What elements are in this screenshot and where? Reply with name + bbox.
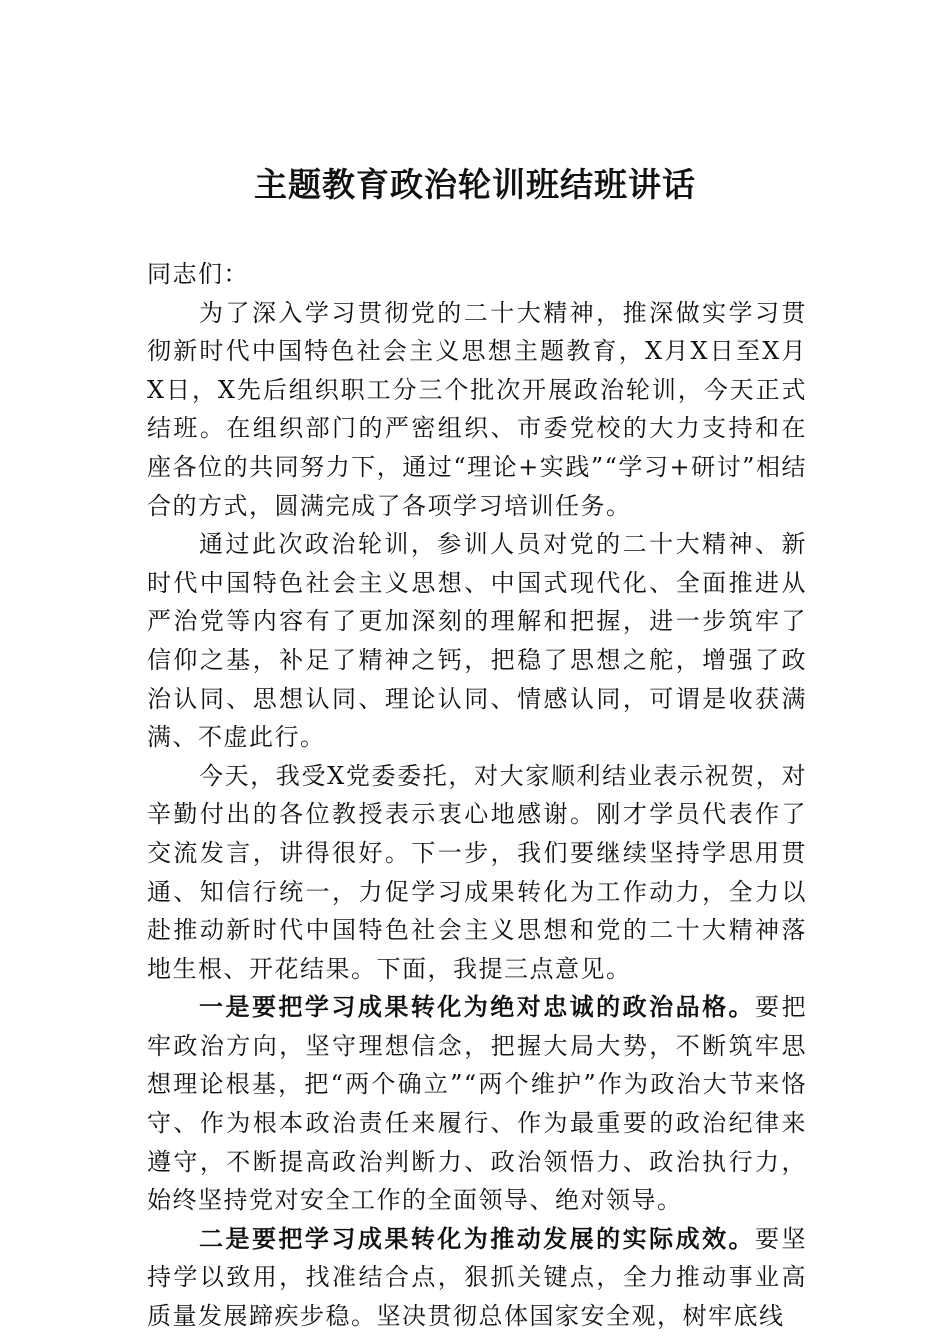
paragraph-lead-heading: 二是要把学习成果转化为推动发展的实际成效。	[199, 1223, 756, 1253]
paragraph-text: 通过此次政治轮训，参训人员对党的二十大精神、新时代中国特色社会主义思想、中国式现代化、全面推进从严治党等内容有了更加深刻的理解和把握，进一步筑牢了信仰之基，补足了精神之钙，把稳了思想之舵，增强了政治认同、思想认同、理论认同、情感认同，可谓是收获满满、不虚此行。	[147, 530, 807, 752]
paragraph-thanks	[147, 757, 807, 989]
document-title: 主题教育政治轮训班结班讲话	[254, 165, 696, 204]
paragraph-text: 今天，我受X党委委托，对大家顺利结业表示祝贺，对辛勤付出的各位教授表示衷心地感谢。刚才学员代表作了交流发言，讲得很好。下一步，我们要继续坚持学思用贯通、知信行统一，力促学习成果转化为工作动力，全力以赴推动新时代中国特色社会主义思想和党的二十大精神落地生根、开花结果。下面，我提三点意见。	[147, 761, 807, 983]
document-body	[147, 255, 807, 1336]
paragraph-intro	[147, 294, 807, 526]
paragraph-text: 为了深入学习贯彻党的二十大精神，推深做实学习贯彻新时代中国特色社会主义思想主题教育，X月X日至X月X日，X先后组织职工分三个批次开展政治轮训，今天正式结班。在组织部门的严密组织、市委党校的大力支持和在座各位的共同努力下，通过“理论+实践”“学习+研讨”相结合的方式，圆满完成了各项学习培训任务。	[147, 298, 807, 520]
paragraph-outcomes	[147, 525, 807, 757]
salutation: 同志们：	[147, 260, 249, 288]
paragraph-lead-heading: 一是要把学习成果转化为绝对忠诚的政治品格。	[199, 992, 756, 1022]
paragraph-point-one	[147, 988, 807, 1220]
paragraph-text: 要坚持学以致用，找准结合点，狠抓关键点，全力推动事业高质量发展蹄疾步稳。坚决贯彻总体国家安全观，树牢底线	[147, 1224, 808, 1331]
paragraph-text: 要把牢政治方向，坚守理想信念，把握大局大势，不断筑牢思想理论根基，把“两个确立”“两个维护”作为政治大节来恪守、作为根本政治责任来履行、作为最重要的政治纪律来遵守，不断提高政治判断力、政治领悟力、政治执行力，始终坚持党对安全工作的全面领导、绝对领导。	[147, 993, 808, 1215]
paragraph-point-two	[147, 1220, 807, 1336]
